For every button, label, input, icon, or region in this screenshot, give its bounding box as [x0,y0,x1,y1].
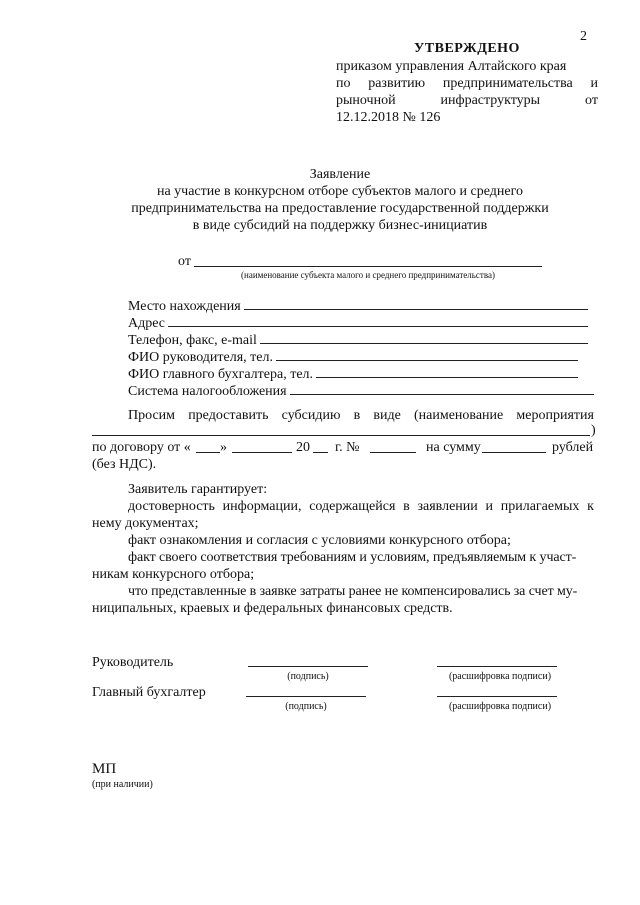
field-address-line[interactable] [168,314,588,327]
contract-number-label: г. № [335,440,360,455]
field-location[interactable]: Место нахождения [128,297,588,315]
event-name-line[interactable] [92,435,590,436]
accountant-decode-caption: (расшифровка подписи) [448,701,552,712]
request-line-1: Просим предоставить субсидию в виде (наименование мероприятия [128,408,594,423]
contract-quote-close: » [220,440,227,455]
contract-day-line[interactable] [196,452,220,453]
guarantee-2: факт ознакомления и согласия с условиями конкурсного отбора; [128,533,511,548]
head-decode-caption: (расшифровка подписи) [448,671,552,682]
field-tax-system-line[interactable] [290,382,594,395]
guarantee-4-line-2: ниципальных, краевых и федеральных финансовых средств. [92,601,453,616]
document-title: Заявление [309,167,371,182]
head-signature-line[interactable] [248,666,368,667]
title-line-2: предпринимательства на предоставление государственной поддержки [131,201,549,216]
vat-note: (без НДС). [92,457,157,472]
contract-number-line[interactable] [370,452,416,453]
amount-currency: рублей [552,440,594,455]
approval-line-3: рыночной инфраструктуры от [336,93,598,108]
approval-heading: УТВЕРЖДЕНО [414,41,520,56]
guarantee-3-line-2: никам конкурсного отбора; [92,567,255,582]
stamp-note: (при наличии) [92,779,153,790]
field-tax-system[interactable]: Система налогообложения [128,382,594,400]
contract-year-line[interactable] [313,452,328,453]
field-address[interactable]: Адрес [128,314,588,332]
guarantee-3-line-1: факт своего соответствия требованиям и условиям, предъявляемым к участ- [128,550,577,565]
field-accountant-line[interactable] [316,365,578,378]
contract-prefix: по договору от « [92,440,191,455]
field-head[interactable]: ФИО руководителя, тел. [128,348,578,366]
accountant-signature-caption: (подпись) [285,701,327,712]
field-contacts-line[interactable] [260,331,588,344]
from-label: от [178,254,191,269]
title-line-1: на участие в конкурсном отборе субъектов малого и среднего [156,184,524,199]
contract-year-prefix: 20 [296,440,310,455]
field-head-line[interactable] [276,348,578,361]
applicant-name-line[interactable] [194,266,542,267]
guarantees-intro: Заявитель гарантирует: [128,482,268,497]
approval-date-number: 12.12.2018 № 126 [336,110,441,125]
accountant-label: Главный бухгалтер [92,685,206,700]
head-decode-line[interactable] [437,666,557,667]
field-location-line[interactable] [244,297,588,310]
head-signature-caption: (подпись) [287,671,329,682]
stamp-label: МП [92,761,117,777]
field-contacts[interactable]: Телефон, факс, e-mail [128,331,588,349]
amount-line[interactable] [482,452,546,453]
accountant-signature-line[interactable] [246,696,366,697]
applicant-name-caption: (наименование субъекта малого и среднего предпринимательства) [241,270,495,280]
head-label: Руководитель [92,655,174,670]
amount-label: на сумму [426,440,481,455]
approval-line-1: приказом управления Алтайского края [336,59,567,74]
title-line-3: в виде субсидий на поддержку бизнес-инициатив [192,218,488,233]
accountant-decode-line[interactable] [437,696,557,697]
contract-month-line[interactable] [232,452,292,453]
field-accountant[interactable]: ФИО главного бухгалтера, тел. [128,365,578,383]
guarantee-1-line-1: достоверность информации, содержащейся в заявлении и прилагаемых к [128,499,594,514]
page-number: 2 [580,29,587,44]
guarantee-1-line-2: нему документах; [92,516,199,531]
approval-line-2: по развитию предпринимательства и [336,76,598,91]
guarantee-4-line-1: что представленные в заявке затраты ранее не компенсировались за счет му- [128,584,578,599]
close-paren: ) [591,423,596,438]
